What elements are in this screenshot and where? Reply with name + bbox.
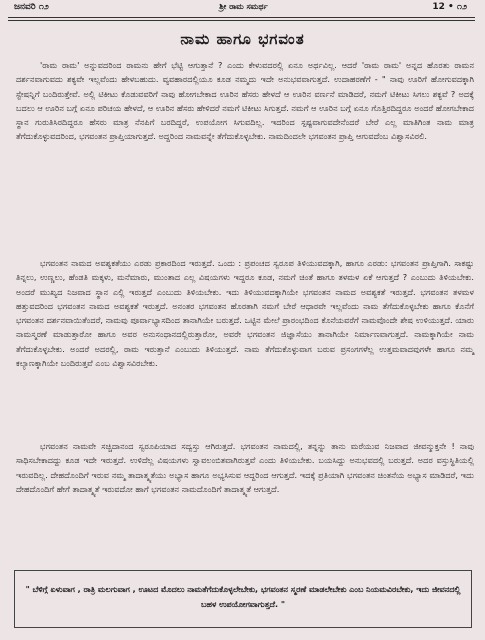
header-rule: [8, 17, 475, 18]
paragraph: 'ರಾಮ ರಾಮ' ಅನ್ನುವದರಿಂದ ರಾಮನು ಹೇಗೆ ಭೆಟ್ಟಿ ಆಗುತ್ತಾನೆ ? ಎಂದು ಕೇಳುವದರಲ್ಲಿ ಏನೂ ಅರ್ಥವಿಲ್ಲ. ಆದರೆ 'ರಾಮ ರಾಮ' ಅನ್ನದ ಹೊರತು ರಾಮನ ದರ್ಶನವಾಗುವದು ಶಕ್ಯವೇ ಇಲ್ಲವೆಂದು ಹೇಳಬಹುದು. ವ್ಯವಹಾರದಲ್ಲಿಯೂ ಕೂಡ ನಮ್ಮದು ಇದೇ ಅನುಭವವಾಗುತ್ತದೆ. ಉದಾಹರಣೆಗೆ - " ನಾವು ಊರಿಗೆ ಹೋಗುವದಕ್ಕಾಗಿ ಸ್ಟೇಷನ್ನಿಗೆ ಬಂದಿರುತ್ತೇವೆ. ಅಲ್ಲಿ ಟಿಕೀಟು ಕೊಡುವವರಿಗೆ ನಾವು ಹೋಗಬೇಕಾದ ಊರಿನ ಹೆಸರು ಹೇಳದೆ ಆ ಊರಿನ ವರ್ಣನೆ ಮಾಡಿದರೆ, ನಮಗೆ ಟಿಕೀಟು ಸಿಗಲು ಶಕ್ಯವೆ ? ಅದಕ್ಕೆ ಬದಲು ಆ ಊರಿನ ಬಗ್ಗೆ ಏನೂ ಪರಿಚಯ ಹೇಳದೆ, ಆ ಊರಿನ ಹೆಸರು ಹೇಳಿದರೆ ನಮಗೆ ಟಿಕೀಟು ಸಿಗುತ್ತದೆ. ನಮಗೆ ಆ ಊರಿನ ಬಗ್ಗೆ ಏನೂ ಗೊತ್ತಿರದಿದ್ದರೂ ಅಂದರೆ ಹೋಗಬೇಕಾದ ಸ್ಥಾನ ಗುರುತಿಸಿರದಿದ್ದರೂ ಹೆಸರು ಮಾತ್ರ ನೆನಪಿಗೆ ಬರದಿದ್ದರೆ, ಉಪಯೋಗ ಸಿಗುವದಿಲ್ಲ. ಇದರಿಂದ ಸ್ಪಷ್ಟವಾಗುವದೇನೆಂದರೆ ಬೇರೆ ಎಲ್ಲ ಮಾತಿಗಿಂತ ನಾಮ ಮಾತ್ರ ತೆಗೆದುಕೊಳ್ಳುವದರಿಂದ, ಭಗವಂತನ ಪ್ರಾಪ್ತಿಯಾಗುತ್ತದೆ. ಅದ್ದರಿಂದ ನಾಮವನ್ನೇ ತೆಗೆದುಕೊಳ್ಳಬೇಕು. ನಾಮದಿಂದಲೇ ಭಗವಂತನ ಪ್ರಾಪ್ತಿ ಆಗುವದೆಂಬ ವಿಶ್ವಾಸವಿರಲಿ.: [16, 60, 474, 142]
article-body-second: [16, 256, 474, 377]
header-book-title: ಶ್ರೀ ರಾಮ ಸಮರ್ಥ: [219, 2, 268, 11]
quote-box: [14, 570, 472, 628]
quote-text: " ಬೆಳಿಗ್ಗೆ ಏಳುವಾಗ , ರಾತ್ರಿ ಮಲಗುವಾಗ , ಊಟದ ಮೊದಲು ನಾಮತೆಗೆದುಕೊಳ್ಳಲೇಬೇಕು, ಭಗವಂತನ ಸ್ಮರಣೆ ಮಾಡಲೇಬೇಕು ಎಂಬ ನಿಯಮವಿರಬೇಕು, ಇದು ಜೀವನದಲ್ಲಿ ಬಹಳ ಉಪಯೋಗವಾಗುತ್ತದೆ. ": [25, 585, 461, 609]
header-date: ಜನವರಿ ೧೨: [14, 2, 49, 12]
header-page-number: 12 • ೧೨: [432, 2, 467, 12]
page-title: ನಾಮ ಹಾಗೂ ಭಗವಂತ: [180, 30, 305, 48]
paragraph: ಭಗವಂತನ ನಾಮವೇ ಸಚ್ಚಿದಾನಂದ ಸ್ವರೂಪಿಯಾದ ಸದ್ವಸ್ತು ಆಗಿರುತ್ತದೆ. ಭಗವಂತನ ನಾಮದಲ್ಲಿ, ತನ್ನನ್ನು ತಾನು ಮರೆಯುವ ನಿಜವಾದ ಜೀವನ್ಮುಕ್ತನೇ ! ನಾವು ಸಾಧಿಸಬೇಕಾದದ್ದು ಕೂಡ ಇದೇ ಇರುತ್ತದೆ. ಉಳಿದೆಲ್ಲ ವಿಷಯಗಳು ಸ್ವಾವಲಂಬಿತವಾಗಿರುತ್ತವೆ ಎಂದು ತಿಳಿಯಬೇಕು. ಬಯಸಿದ್ದು ಅನುಭವದಲ್ಲಿ ಬರುತ್ತದೆ. ಅದರ ವಸ್ತುಸ್ಥಿತಿಯಲ್ಲಿ ಇರುವದಿಲ್ಲ. ದೇಹದೊಂದಿಗೆ ಇರುವ ನಮ್ಮ ತಾದಾತ್ಮ್ಯತೆಯು ಅಭ್ಯಾಸ ಹಾಗೂ ಅಭ್ಯಸಿಸುವ ಆದ್ದರಿಂದ ಆಗುತ್ತದೆ. ಇದಕ್ಕೆ ಪ್ರತಿಯಾಗಿ ಭಗವಂತನ ಚಿಂತನೆಯ ಅಭ್ಯಾಸ ಮಾಡಿದರೆ, ಇದು ದೇಹದೊಂದಿಗೆ ಹೇಗೆ ತಾದಾತ್ಮ್ಯತೆ ಇರುವದೋ ಹಾಗೆ ಭಗವಂತನ ನಾಮದೊಂದಿಗೆ ತಾದಾತ್ಮ್ಯತೆ ಆಗುತ್ತದೆ.: [16, 441, 474, 494]
page-header: [6, 2, 481, 16]
article-body-third: [16, 439, 474, 503]
paragraph: ಭಗವಂತನ ನಾಮದ ಅವಶ್ಯಕತೆಯು ಎರಡು ಪ್ರಕಾರದಿಂದ ಇರುತ್ತದೆ. ಒಂದು : ಪ್ರಪಂಚದ ಸ್ವರೂಪ ತಿಳಿಯುವದಕ್ಕಾಗಿ, ಹಾಗೂ ಎರಡು: ಭಗವಂತನ ಪ್ರಾಪ್ತಿಗಾಗಿ. ಸಾಕಷ್ಟು ತಿನ್ನಲು, ಉಣ್ಣಲು, ಹೆಂಡತಿ ಮಕ್ಕಳು, ಮನೆಮಾರು, ಮುಂತಾದ ಎಲ್ಲ ವಿಷಯಗಳು ಇದ್ದರೂ ಕೂಡ, ನಮಗೆ ಚಿಂತೆ ಹಾಗೂ ತಳಮಳ ಏಕೆ ಆಗುತ್ತದೆ ? ಎಂಬುದು ತಿಳಿಯಬೇಕು. ಅಂದರೆ ಮುಖ್ಯದ ನಿಜವಾದ ಸ್ಥಾನ ಎಲ್ಲಿ ಇರುತ್ತದೆ ಎಂಬುದು ತಿಳಿಯಬೇಕು. ಇದು ತಿಳಿಯುವದಕ್ಕಾಗಿಯೇ ಭಗವಂತನ ನಾಮದ ಅವಶ್ಯಕತೆ ಇರುತ್ತದೆ. ಭಗವಂತನ ತಳಮಳ ಹತ್ತುವದರಿಂದ ಭಗವಂತನ ನಾಮದ ಅವಶ್ಯಕತೆ ಇರುತ್ತದೆ. ಅನಂತರ ಭಗವಂತನ ಹೊರತಾಗಿ ನಮಗೆ ಬೇರೆ ಆಧಾರವೇ ಇಲ್ಲವೆಂದು ನಾಮ ತೆಗೆದುಕೊಳ್ಳಬೇಕು ಹಾಗೂ ಕೊನೆಗೆ ಭಗವಂತನ ದರ್ಶನವಾಯಿತೆಂದರೆ, ನಾಮವು ಪೂರ್ವಾಭ್ಯಾಸದಿಂದ ತಾನಾಗಿಯೇ ಬರುತ್ತದೆ. ಒಟ್ಟಿನ ಮೇಲೆ ಪ್ರಾರಂಭದಿಂದ ಕೊನೆಯವರೆಗೆ ನಾಮವೊಂದೇ ಶೇಷ ಉಳಿಯುತ್ತದೆ. ಯಾರು ನಾಮಸ್ಮರಣೆ ಮಾಡುತ್ತಾರೋ ಹಾಗೂ ಅವರ ಅನುಸಂಧಾನದಲ್ಲಿರುತ್ತಾರೋ, ಅವರೇ ಭಗವಂತನ ಜಿಜ್ಞಾಸೆಯು ತಾನಾಗಿಯೇ ನಿರ್ಮಾಣವಾಗುತ್ತದೆ. ನಾಮಕ್ಕಾಗಿಯೇ ನಾಮ ತೆಗೆದುಕೊಳ್ಳಬೇಕು. ಅಂದರೆ ಅದರಲ್ಲಿ, ರಾಮ ಇರುತ್ತಾನೆ ಎಂಬುದು ತಿಳಿಯುತ್ತದೆ. ನಾಮ ತೆಗೆದುಕೊಳ್ಳುವಾಗ ಬರುವ ಪ್ರಸಂಗಗಳೆಲ್ಲ ಉತ್ತಮವಾದವುಗಳೇ ಹಾಗೂ ನಮ್ಮ ಕಲ್ಯಾಣಕ್ಕಾಗಿಯೇ ಬಂದಿರುತ್ತವೆ ಎಂಬ ವಿಶ್ವಾಸವಿರಬೇಕು.: [16, 258, 474, 369]
header-rule-second: [8, 20, 475, 21]
article-body: [16, 58, 474, 151]
